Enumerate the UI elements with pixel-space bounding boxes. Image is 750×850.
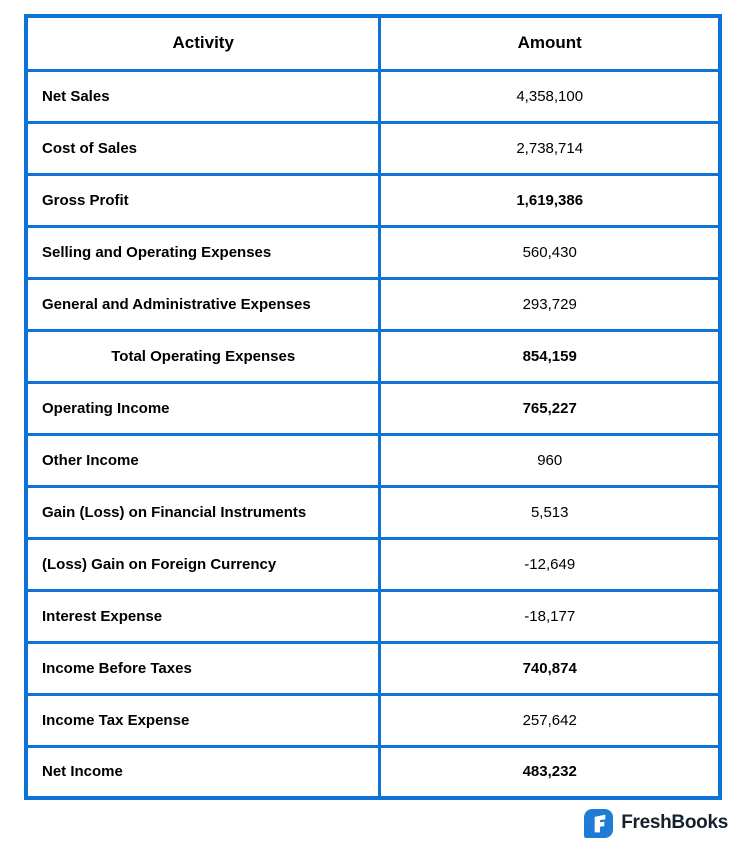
activity-cell: Interest Expense (26, 590, 380, 642)
activity-cell: General and Administrative Expenses (26, 278, 380, 330)
activity-cell: Net Sales (26, 70, 380, 122)
activity-column-header: Activity (26, 16, 380, 70)
activity-cell: Selling and Operating Expenses (26, 226, 380, 278)
table-row (26, 226, 720, 278)
activity-cell: Income Tax Expense (26, 694, 380, 746)
income-statement-table (24, 14, 722, 800)
freshbooks-wordmark: FreshBooks (621, 812, 728, 833)
amount-cell: 765,227 (380, 382, 720, 434)
activity-cell: Cost of Sales (26, 122, 380, 174)
freshbooks-logo (584, 806, 728, 840)
table-row (26, 434, 720, 486)
amount-cell: 854,159 (380, 330, 720, 382)
activity-amount-table (24, 14, 722, 800)
activity-cell: Total Operating Expenses (26, 330, 380, 382)
activity-cell: Net Income (26, 746, 380, 798)
table-row (26, 590, 720, 642)
freshbooks-f-icon (584, 809, 613, 838)
table-row (26, 122, 720, 174)
table-row (26, 486, 720, 538)
amount-column-header: Amount (380, 16, 720, 70)
activity-cell: (Loss) Gain on Foreign Currency (26, 538, 380, 590)
activity-cell: Gross Profit (26, 174, 380, 226)
activity-cell: Operating Income (26, 382, 380, 434)
table-row (26, 70, 720, 122)
table-row (26, 538, 720, 590)
table-row (26, 330, 720, 382)
table-row (26, 746, 720, 798)
table-row (26, 382, 720, 434)
amount-cell: 740,874 (380, 642, 720, 694)
amount-cell: 5,513 (380, 486, 720, 538)
activity-cell: Income Before Taxes (26, 642, 380, 694)
amount-cell: 257,642 (380, 694, 720, 746)
amount-cell: 2,738,714 (380, 122, 720, 174)
activity-cell: Gain (Loss) on Financial Instruments (26, 486, 380, 538)
table-row (26, 278, 720, 330)
table-row (26, 694, 720, 746)
table-header-row (26, 16, 720, 70)
table-body (26, 70, 720, 798)
amount-cell: 293,729 (380, 278, 720, 330)
activity-cell: Other Income (26, 434, 380, 486)
table-row (26, 642, 720, 694)
amount-cell: -12,649 (380, 538, 720, 590)
amount-cell: 560,430 (380, 226, 720, 278)
amount-cell: 960 (380, 434, 720, 486)
table-row (26, 174, 720, 226)
amount-cell: 483,232 (380, 746, 720, 798)
amount-cell: 4,358,100 (380, 70, 720, 122)
amount-cell: -18,177 (380, 590, 720, 642)
amount-cell: 1,619,386 (380, 174, 720, 226)
